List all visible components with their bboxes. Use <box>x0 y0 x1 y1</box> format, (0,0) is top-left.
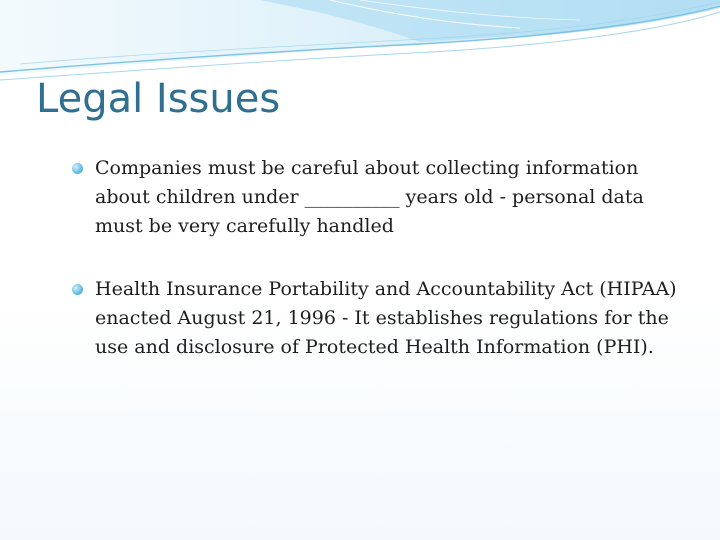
slide-title: Legal Issues <box>36 76 281 122</box>
bullet-text: Companies must be careful about collecting information about children under __________ years old - personal data must be very carefully handled <box>95 157 644 237</box>
bullet-dot-icon <box>72 284 83 295</box>
bullet-text: Health Insurance Portability and Accountability Act (HIPAA) enacted August 21, 1996 - It establishes regulations for the use and disclosure of Protected Health Information (PHI). <box>95 278 677 358</box>
bullet-dot-icon <box>72 163 83 174</box>
bullet-list <box>72 154 682 396</box>
bullet-item <box>72 275 682 362</box>
bullet-item <box>72 154 682 241</box>
